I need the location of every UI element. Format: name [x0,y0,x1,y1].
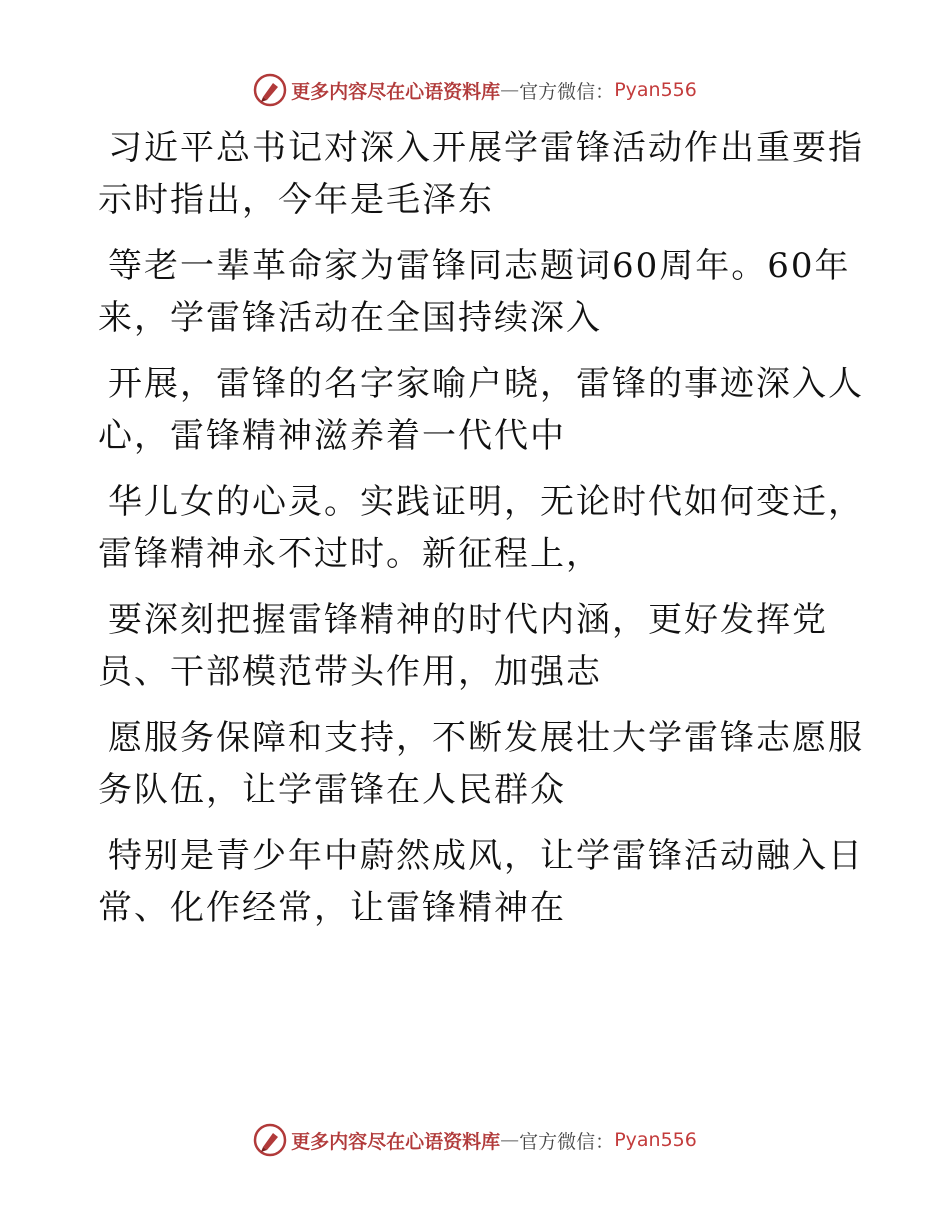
paragraph-line: 要深刻把握雷锋精神的时代内涵，更好发挥党 [108,600,828,640]
footer-official: 官方微信： [519,1130,615,1153]
paragraph-line: 来，学雷锋活动在全国持续深入 [98,298,602,338]
footer-banner [0,1120,950,1160]
paragraph-line: 等老一辈革命家为雷锋同志题词60周年。60年 [108,246,851,286]
paragraph-line: 示时指出，今年是毛泽东 [98,180,494,220]
header-handle: Pyan556 [614,79,697,101]
document-body [98,122,864,948]
header-banner [0,70,950,110]
header-brand: 更多内容尽在心语资料库 [291,80,501,103]
paragraph [98,122,864,226]
footer-handle: Pyan556 [614,1129,697,1151]
paragraph-line: 员、干部模范带头作用，加强志 [98,652,602,692]
paragraph-line: 雷锋精神永不过时。新征程上， [98,534,602,574]
paragraph [98,476,864,580]
paragraph [98,594,838,698]
header-dash: — [500,79,520,101]
paragraph-line: 特别是青少年中蔚然成风，让学雷锋活动融入日 [108,836,864,876]
paragraph-line: 常、化作经常，让雷锋精神在 [98,888,566,928]
footer-dash: — [500,1129,520,1151]
paragraph [98,830,864,934]
footer-brand: 更多内容尽在心语资料库 [291,1130,501,1153]
paragraph-line: 华儿女的心灵。实践证明，无论时代如何变迁， [108,482,864,522]
paragraph [98,712,864,816]
paragraph-line: 心，雷锋精神滋养着一代代中 [98,416,566,456]
paragraph-line: 开展，雷锋的名字家喻户晓，雷锋的事迹深入人 [108,364,864,404]
paragraph [98,240,851,344]
header-official: 官方微信： [519,80,615,103]
paragraph-line: 习近平总书记对深入开展学雷锋活动作出重要指 [108,128,864,168]
pen-nib-logo-icon [253,1123,287,1157]
paragraph-line: 愿服务保障和支持，不断发展壮大学雷锋志愿服 [108,718,864,758]
pen-nib-logo-icon [253,73,287,107]
paragraph [98,358,864,462]
paragraph-line: 务队伍，让学雷锋在人民群众 [98,770,566,810]
